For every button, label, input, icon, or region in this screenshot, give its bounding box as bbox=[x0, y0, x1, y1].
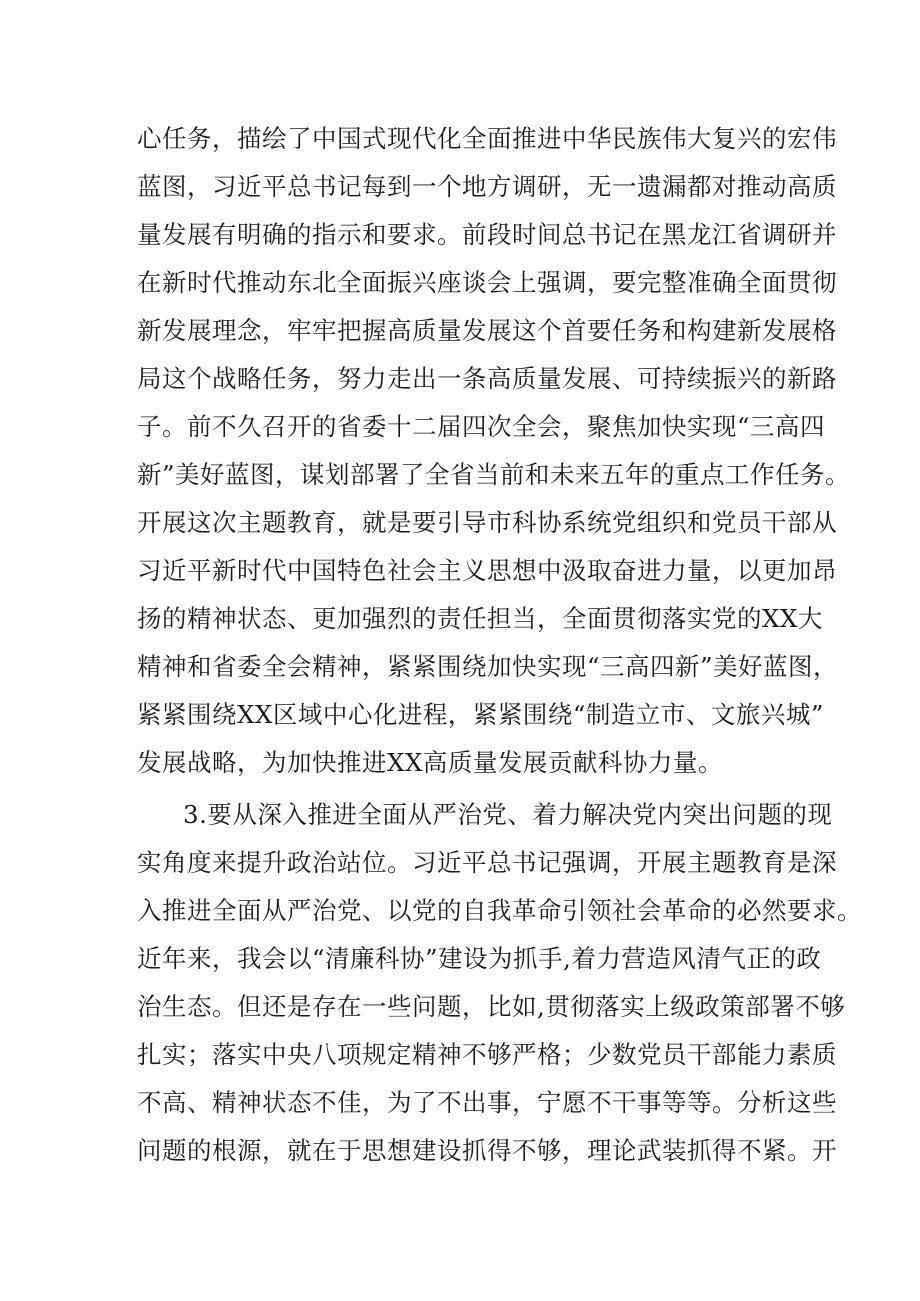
paragraph-line: 不高、精神状态不佳，为了不出事，宁愿不干事等等。分析这些 bbox=[137, 1088, 837, 1117]
paragraph-line: 发展战略，为加快推进XX高质量发展贡献科协力量。 bbox=[137, 748, 723, 777]
paragraph-line: 实角度来提升政治站位。习近平总书记强调，开展主题教育是深 bbox=[137, 848, 837, 877]
paragraph-line: 新发展理念，牢牢把握高质量发展这个首要任务和构建新发展格 bbox=[137, 316, 837, 345]
paragraph-line: 子。前不久召开的省委十二届四次全会，聚焦加快实现“三高四 bbox=[137, 412, 826, 441]
paragraph-line: 治生态。但还是存在一些问题，比如,贯彻落实上级政策部署不够 bbox=[137, 992, 846, 1021]
paragraph-line: 开展这次主题教育，就是要引导市科协系统党组织和党员干部从 bbox=[137, 508, 837, 537]
paragraph-line: 局这个战略任务，努力走出一条高质量发展、可持续振兴的新路 bbox=[137, 364, 837, 393]
paragraph-line: 蓝图，习近平总书记每到一个地方调研，无一遗漏都对推动高质 bbox=[137, 172, 837, 201]
paragraph-line: 新”美好蓝图，谋划部署了全省当前和未来五年的重点工作任务。 bbox=[137, 460, 851, 489]
paragraph-line: 扬的精神状态、更加强烈的责任担当，全面贯彻落实党的XX大 bbox=[137, 604, 823, 633]
paragraph-line: 量发展有明确的指示和要求。前段时间总书记在黑龙江省调研并 bbox=[137, 220, 837, 249]
paragraph-line: 扎实；落实中央八项规定精神不够严格；少数党员干部能力素质 bbox=[137, 1040, 837, 1069]
paragraph-line: 入推进全面从严治党、以党的自我革命引领社会革命的必然要求。 bbox=[137, 896, 862, 925]
paragraph-line: 习近平新时代中国特色社会主义思想中汲取奋进力量，以更加昂 bbox=[137, 556, 837, 585]
paragraph-line: 近年来，我会以“清廉科协”建设为抓手,着力营造风清气正的政 bbox=[137, 944, 822, 973]
paragraph-line: 精神和省委全会精神，紧紧围绕加快实现“三高四新”美好蓝图， bbox=[137, 652, 839, 681]
paragraph-line: 心任务，描绘了中国式现代化全面推进中华民族伟大复兴的宏伟 bbox=[137, 124, 837, 153]
paragraph-line: 问题的根源，就在于思想建设抓得不够，理论武装抓得不紧。开 bbox=[137, 1136, 837, 1165]
paragraph-line: 3.要从深入推进全面从严治党、着力解决党内突出问题的现 bbox=[183, 800, 833, 829]
paragraph-line: 在新时代推动东北全面振兴座谈会上强调，要完整准确全面贯彻 bbox=[137, 268, 837, 297]
paragraph-line: 紧紧围绕XX区域中心化进程，紧紧围绕“制造立市、文旅兴城” bbox=[137, 700, 824, 729]
